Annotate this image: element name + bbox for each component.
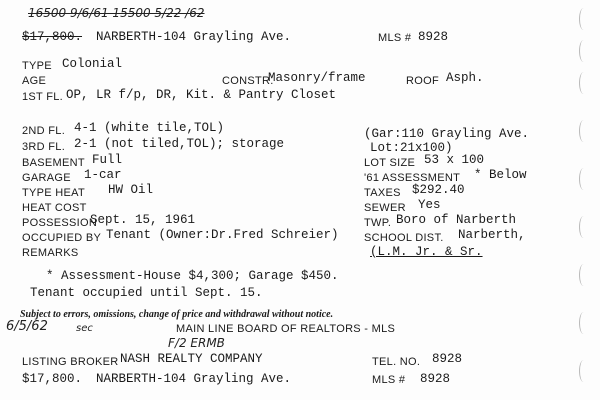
- lot-size-label: LOT SIZE: [364, 157, 416, 169]
- card-edge-mark: [579, 168, 588, 190]
- remarks-line-1: * Assessment-House $4,300; Garage $450.: [46, 269, 339, 283]
- card-edge-mark: [579, 120, 588, 142]
- listing-broker-value: NASH REALTY COMPANY: [120, 352, 263, 366]
- footer-address: NARBERTH-104 Grayling Ave.: [96, 372, 292, 386]
- remarks-line-2: Tenant occupied until Sept. 15.: [30, 286, 263, 300]
- school-district-value-2: (L.M. Jr. & Sr.: [370, 245, 483, 259]
- telephone-value: 8928: [432, 352, 463, 366]
- possession-label: POSSESSION: [22, 217, 98, 229]
- roof-label: ROOF: [406, 75, 439, 87]
- card-edge-mark: [579, 72, 588, 94]
- handwritten-broker-note: F/2 ERMB: [168, 336, 225, 350]
- constr-value: Masonry/frame: [268, 71, 366, 85]
- heat-type-label: TYPE HEAT: [22, 187, 86, 199]
- card-edge-mark: [579, 312, 588, 334]
- basement-value: Full: [92, 153, 123, 167]
- third-floor-label: 3RD FL.: [22, 141, 66, 153]
- heat-type-value: HW Oil: [108, 183, 154, 197]
- property-address: NARBERTH-104 Grayling Ave.: [96, 30, 292, 44]
- mls-number: 8928: [418, 30, 449, 44]
- footer-mls-number: 8928: [420, 372, 451, 386]
- sewer-value: Yes: [418, 198, 441, 212]
- footer-mls-label: MLS #: [372, 374, 406, 386]
- occupied-by-label: OCCUPIED BY: [22, 232, 102, 244]
- constr-label: CONSTR.: [222, 75, 274, 87]
- type-value: Colonial: [62, 57, 123, 71]
- roof-value: Asph.: [446, 71, 484, 85]
- type-label: TYPE: [22, 60, 52, 72]
- garage-label: GARAGE: [22, 172, 71, 184]
- basement-label: BASEMENT: [22, 157, 85, 169]
- township-value: Boro of Narberth: [396, 213, 517, 227]
- second-floor-value: 4-1 (white tile,TOL): [74, 121, 225, 135]
- card-edge-mark: [579, 360, 588, 382]
- possession-value: Sept. 15, 1961: [90, 213, 196, 227]
- first-floor-value: OP, LR f/p, DR, Kit. & Pantry Closet: [66, 88, 337, 102]
- taxes-value: $292.40: [412, 183, 465, 197]
- mls-label: MLS #: [378, 32, 412, 44]
- age-label: AGE: [22, 75, 47, 87]
- lot-size-value: 53 x 100: [424, 153, 485, 167]
- first-floor-label: 1ST FL.: [22, 91, 64, 103]
- school-district-value: Narberth,: [458, 228, 526, 242]
- board-name: MAIN LINE BOARD OF REALTORS - MLS: [176, 323, 396, 335]
- second-floor-label: 2ND FL.: [22, 125, 66, 137]
- assessment-value: * Below: [474, 168, 527, 182]
- card-edge-mark: [579, 8, 588, 30]
- card-edge-mark: [579, 264, 588, 286]
- garage-address-note: (Gar:110 Grayling Ave.: [364, 127, 530, 141]
- telephone-label: TEL. NO.: [372, 356, 421, 368]
- handwritten-price-history: 16500 9/6/61 15500 5/22 /62: [28, 6, 205, 20]
- assessment-label: '61 ASSESSMENT: [364, 172, 461, 184]
- card-edge-mark: [579, 40, 588, 62]
- heat-cost-label: HEAT COST: [22, 202, 87, 214]
- original-price: $17,800.: [22, 30, 83, 44]
- garage-value: 1-car: [84, 168, 122, 182]
- handwritten-date: 6/5/62: [6, 319, 48, 334]
- taxes-label: TAXES: [364, 187, 401, 199]
- third-floor-value: 2-1 (not tiled,TOL); storage: [74, 137, 285, 151]
- lot-note: Lot:21x100): [370, 141, 453, 155]
- sewer-label: SEWER: [364, 202, 406, 214]
- footer-price: $17,800.: [22, 372, 83, 386]
- card-edge-mark: [579, 216, 588, 238]
- school-district-label: SCHOOL DIST.: [364, 232, 444, 244]
- handwritten-sec: sec: [76, 323, 93, 334]
- remarks-label: REMARKS: [22, 247, 79, 259]
- occupied-by-value: Tenant (Owner:Dr.Fred Schreier): [106, 228, 339, 242]
- listing-broker-label: LISTING BROKER: [22, 356, 119, 368]
- disclaimer-text: Subject to errors, omissions, change of price and withdrawal without notice.: [20, 309, 334, 320]
- township-label: TWP.: [364, 217, 392, 229]
